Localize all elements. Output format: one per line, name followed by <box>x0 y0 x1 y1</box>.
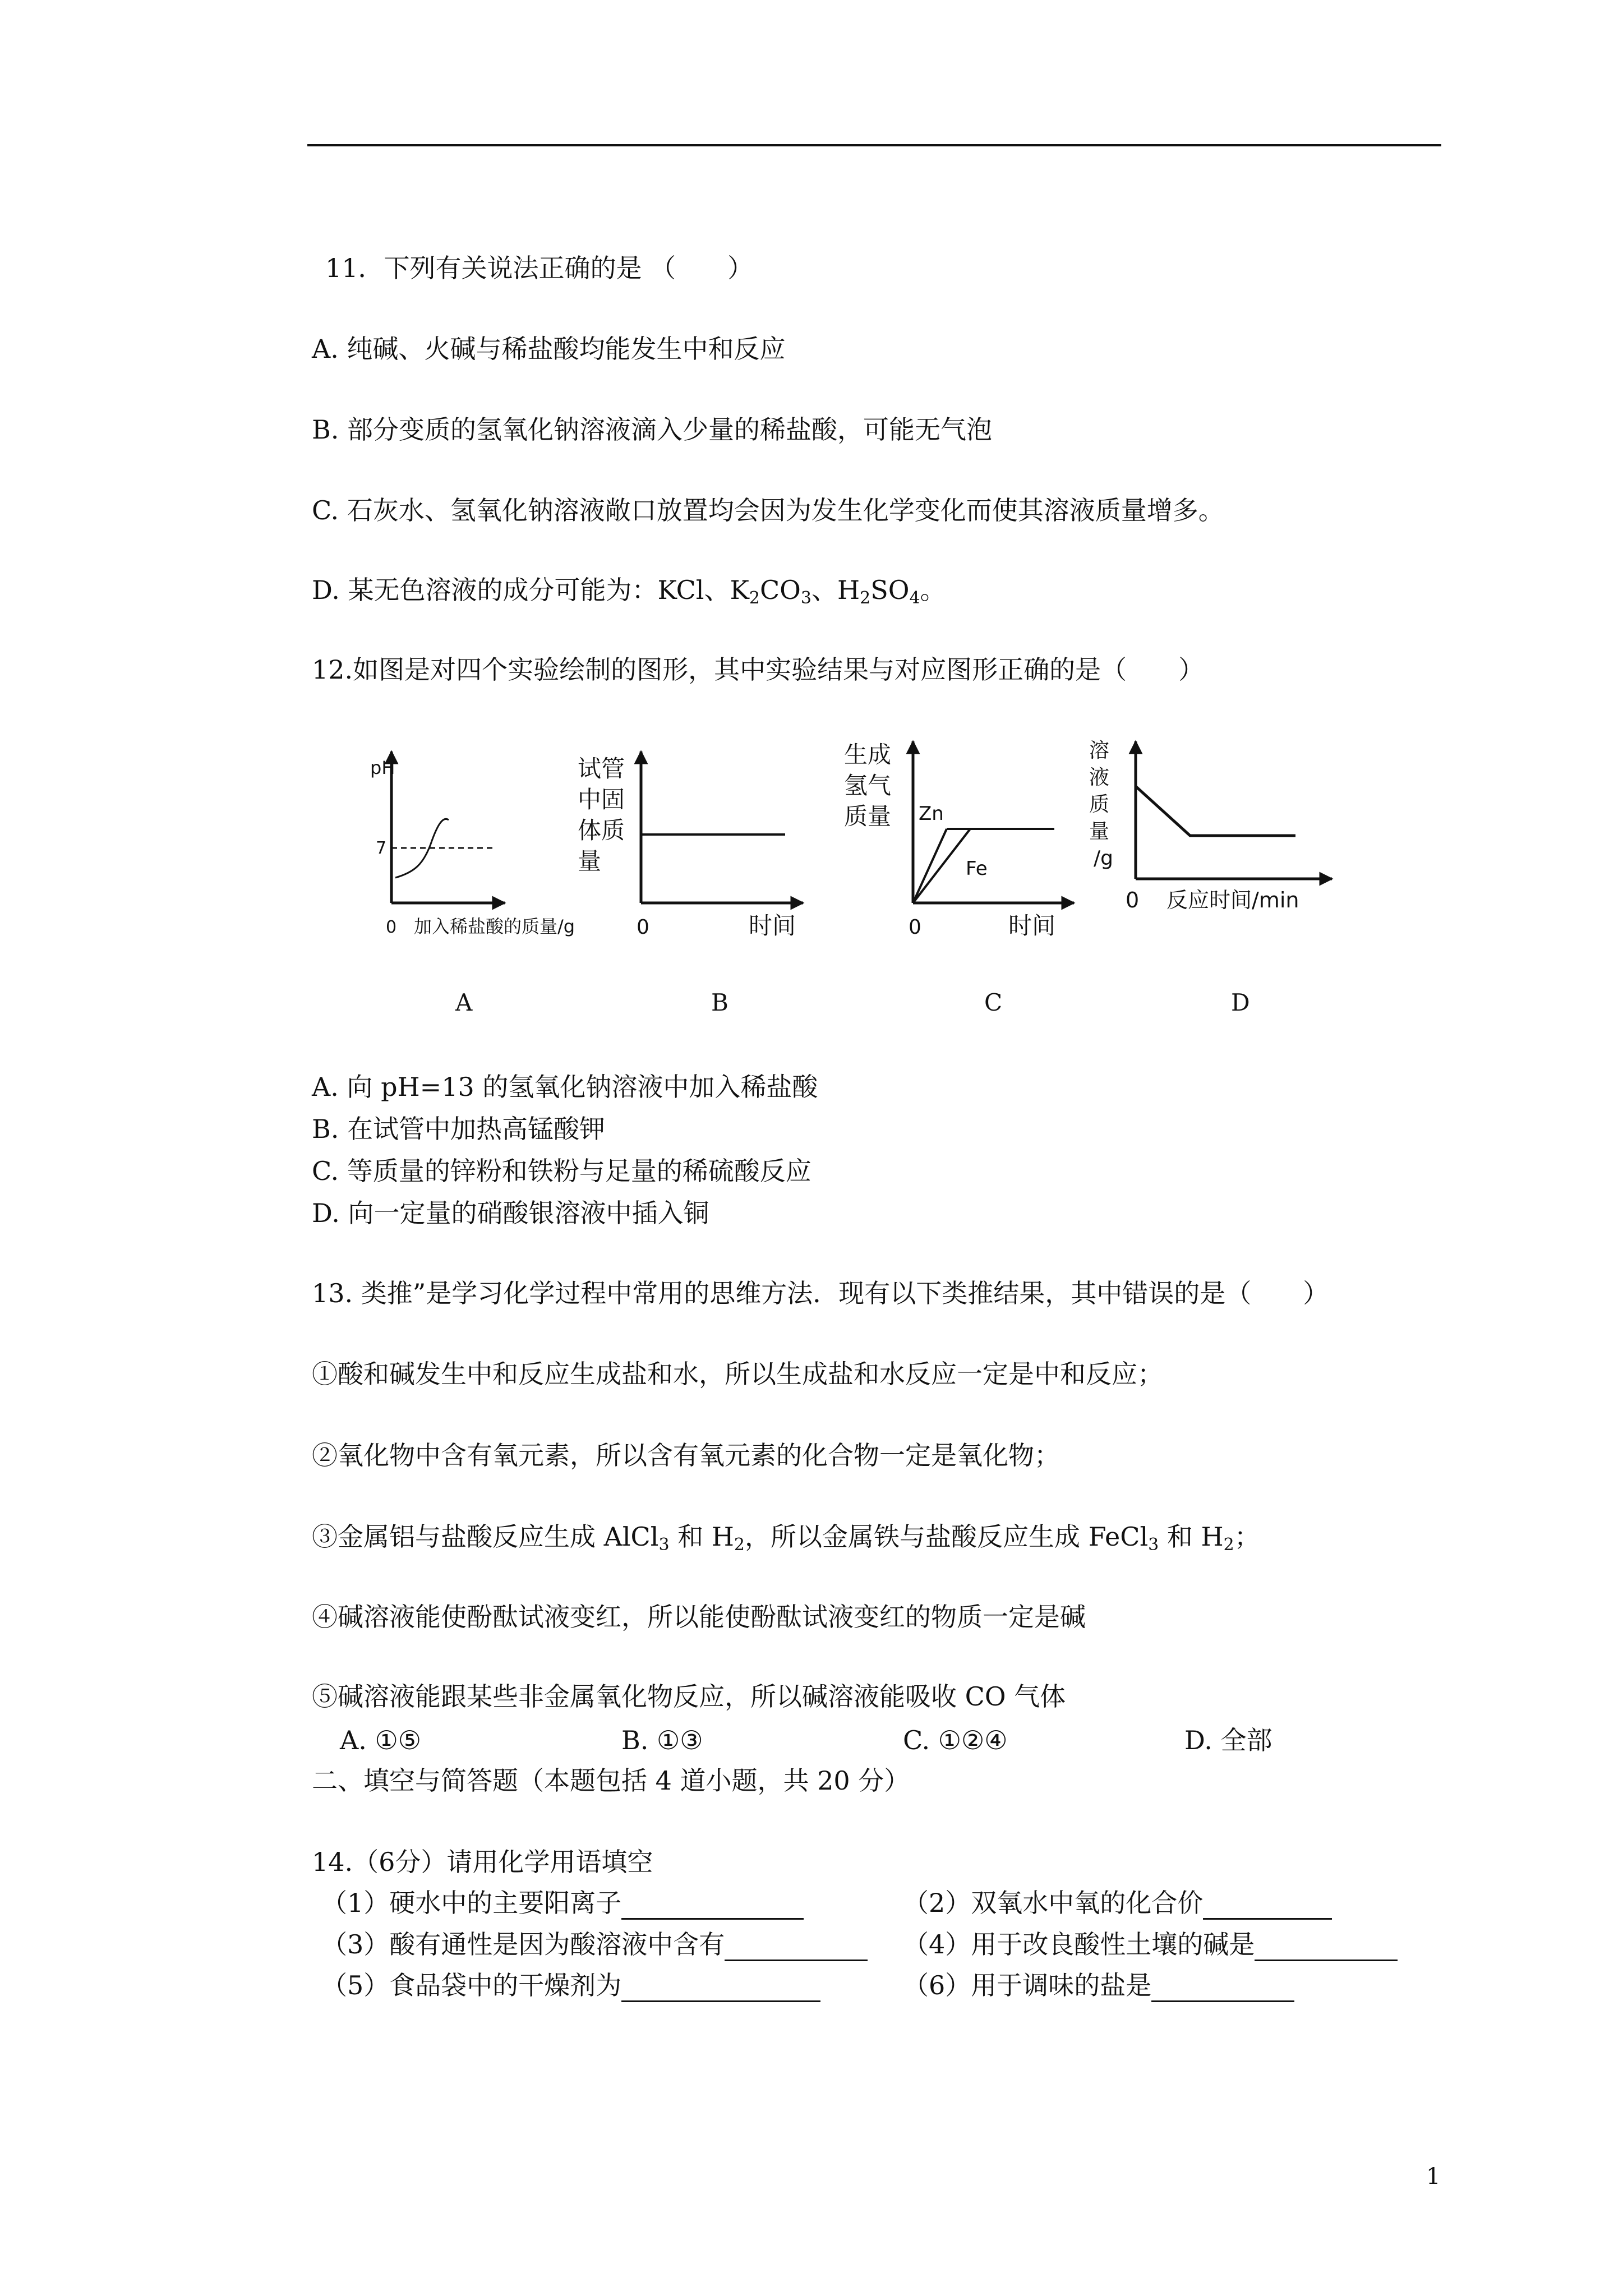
q11-option-c: C. 石灰水、氢氧化钠溶液敞口放置均会因为发生化学变化而使其溶液质量增多。 <box>312 495 1224 525</box>
graph-c-series-fe: Fe <box>966 857 988 880</box>
graph-b-ylabel-1: 试管 <box>578 755 625 782</box>
graph-c <box>844 741 1074 939</box>
q11-option-d: D. 某无色溶液的成分可能为：KCl、$K_2CO_3$、$H_2SO_4$。 <box>312 575 946 608</box>
graph-c-series-zn: Zn <box>919 803 944 825</box>
q14-blank-3[interactable] <box>725 1935 868 1961</box>
graph-label-b: B <box>711 989 728 1016</box>
q13-statement-5: ⑤碱溶液能跟某些非金属氧化物反应，所以碱溶液能吸收 CO 气体 <box>312 1681 1066 1712</box>
q14-blank-2[interactable] <box>1203 1893 1332 1920</box>
q11-option-b: B. 部分变质的氢氧化钠溶液滴入少量的稀盐酸，可能无气泡 <box>312 414 993 445</box>
graph-d-line <box>1136 786 1295 836</box>
q13-statement-2: ②氧化物中含有氧元素，所以含有氧元素的化合物一定是氧化物； <box>312 1440 1060 1470</box>
q13-statement-3: ③金属铝与盐酸反应生成 AlCl$_3$ 和 $H_2$，所以金属铁与盐酸反应生成 FeCl$_3$ 和 $H_2$； <box>312 1522 1260 1555</box>
graph-c-ylabel-1: 生成 <box>844 741 892 768</box>
q13-stem: 13. 类推”是学习化学过程中常用的思维方法．现有以下类推结果，其中错误的是（ ） <box>312 1278 1329 1308</box>
graph-b <box>578 751 803 939</box>
graph-label-c: C <box>984 989 1003 1016</box>
q11-stem: 11．下列有关说法正确的是 （ ） <box>325 253 754 283</box>
q13-statement-1: ①酸和碱发生中和反应生成盐和水，所以生成盐和水反应一定是中和反应； <box>312 1359 1163 1389</box>
q13-statement-4: ④碱溶液能使酚酞试液变红，所以能使酚酞试液变红的物质一定是碱 <box>312 1602 1086 1632</box>
graph-c-origin: 0 <box>909 916 921 939</box>
q14-blank-5[interactable] <box>621 1976 820 2002</box>
q14-item-5: （5）食品袋中的干燥剂为 <box>321 1968 820 2002</box>
q14-item-4: （4）用于改良酸性土壤的碱是 <box>903 1928 1398 1961</box>
graph-c-xlabel: 时间 <box>1008 912 1056 939</box>
graph-a-origin: 0 <box>386 918 397 937</box>
graph-d <box>1089 739 1332 912</box>
graph-d-ylabel-3: 质 <box>1089 793 1110 816</box>
graph-a <box>370 751 575 937</box>
q14-blank-4[interactable] <box>1255 1935 1398 1961</box>
graph-b-ylabel-4: 量 <box>578 847 602 875</box>
q13-choice-d: D. 全部 <box>1184 1725 1272 1755</box>
graph-d-origin: 0 <box>1126 888 1140 912</box>
q13-choice-a: A. ①⑤ <box>340 1725 421 1755</box>
q11-option-a: A. 纯碱、火碱与稀盐酸均能发生中和反应 <box>312 334 786 364</box>
graph-label-d: D <box>1231 989 1250 1016</box>
q14-item-2: （2）双氧水中氧的化合价 <box>903 1886 1332 1920</box>
q14-item-3: （3）酸有通性是因为酸溶液中含有 <box>321 1928 868 1961</box>
graph-c-ylabel-3: 质量 <box>844 803 892 830</box>
section-2-heading: 二、填空与简答题（本题包括 4 道小题，共 20 分） <box>312 1765 910 1796</box>
graph-b-ylabel-3: 体质 <box>578 817 625 844</box>
q12-option-d: D. 向一定量的硝酸银溶液中插入铜 <box>312 1198 709 1228</box>
graph-d-ylabel-4: 量 <box>1089 820 1110 843</box>
graph-label-a: A <box>455 989 473 1016</box>
q12-graphs <box>0 0 1623 965</box>
graph-b-origin: 0 <box>637 916 649 939</box>
q12-option-a: A. 向 pH=13 的氢氧化钠溶液中加入稀盐酸 <box>312 1072 818 1102</box>
graph-a-tick-7: 7 <box>376 838 387 858</box>
q12-option-c: C. 等质量的锌粉和铁粉与足量的稀硫酸反应 <box>312 1156 811 1186</box>
q14-blank-6[interactable] <box>1151 1976 1294 2002</box>
q12-option-b: B. 在试管中加热高锰酸钾 <box>312 1114 606 1144</box>
graph-d-ylabel-1: 溶 <box>1089 739 1110 762</box>
graph-d-ylabel-5: /g <box>1094 847 1113 870</box>
graph-a-ylabel: pH <box>370 757 395 778</box>
graph-a-xlabel: 加入稀盐酸的质量/g <box>414 916 575 937</box>
graph-c-ylabel-2: 氢气 <box>844 772 892 799</box>
graph-b-xlabel: 时间 <box>749 912 796 939</box>
page-number: 1 <box>1426 2164 1441 2189</box>
q14-blank-1[interactable] <box>621 1893 804 1920</box>
graph-d-xlabel: 反应时间/min <box>1166 888 1299 912</box>
graph-d-ylabel-2: 液 <box>1089 766 1110 789</box>
graph-b-ylabel-2: 中固 <box>578 786 625 813</box>
q13-choice-b: B. ①③ <box>621 1725 703 1755</box>
q14-item-6: （6）用于调味的盐是 <box>903 1968 1294 2002</box>
q14-stem: 14.（6分）请用化学用语填空 <box>312 1847 653 1877</box>
q13-choice-c: C. ①②④ <box>903 1725 1008 1755</box>
q14-item-1: （1）硬水中的主要阳离子 <box>321 1886 804 1920</box>
q12-stem: 12.如图是对四个实验绘制的图形，其中实验结果与对应图形正确的是（ ） <box>312 654 1205 685</box>
